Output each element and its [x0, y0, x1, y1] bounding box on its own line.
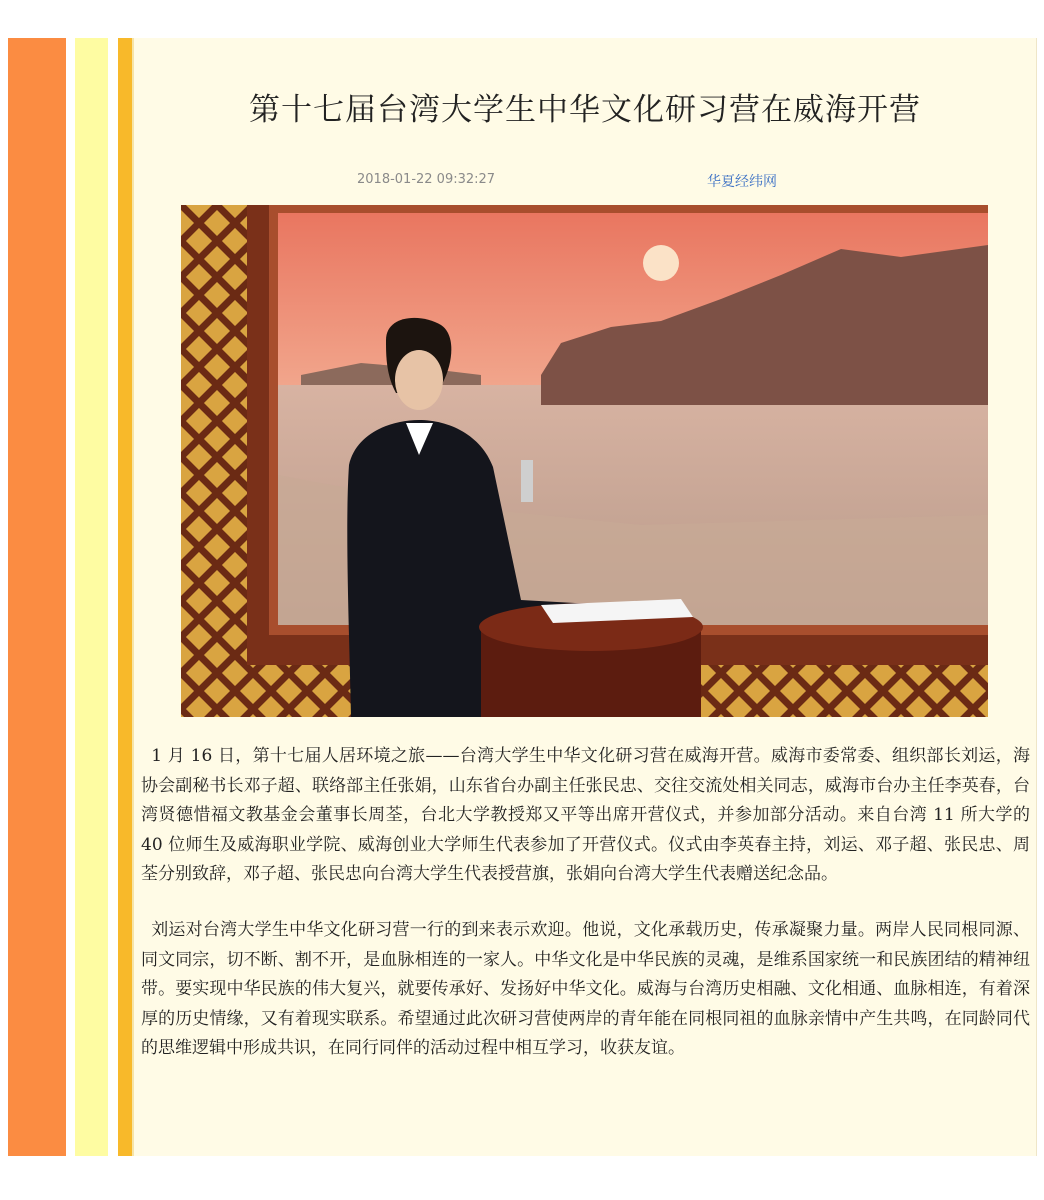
article-photo [181, 205, 988, 717]
article-title: 第十七届台湾大学生中华文化研习营在威海开营 [249, 92, 921, 128]
left-decor-stripe-yellow [75, 38, 108, 1156]
article-paragraph: 刘运对台湾大学生中华文化研习营一行的到来表示欢迎。他说，文化承载历史，传承凝聚力量。两岸人民同根同源、同文同宗，切不断、割不开，是血脉相连的一家人。中华文化是中华民族的灵魂，是维系国家统一和民族团结的精神纽带。要实现中华民族的伟大复兴，就要传承好、发扬好中华文化。威海与台湾历史相融、文化相通、血脉相连，有着深厚的历史情缘，又有着现实联系。希望通过此次研习营使两岸的青年能在同根同祖的血脉亲情中产生共鸣，在同龄同代的思维逻辑中形成共识，在同行同伴的活动过程中相互学习，收获友谊。 [141, 919, 1030, 1059]
article-body [141, 742, 1030, 1064]
source-link[interactable]: 华夏经纬网 [707, 174, 777, 190]
publish-datetime: 2018-01-22 09:32:27 [357, 172, 496, 187]
left-decor-stripe-amber [118, 38, 132, 1156]
left-decor-stripe-orange [8, 38, 66, 1156]
article-paragraph: 1 月 16 日，第十七届人居环境之旅——台湾大学生中华文化研习营在威海开营。威海市委常委、组织部长刘运，海协会副秘书长邓子超、联络部主任张娟，山东省台办副主任张民忠、交往交流处相关同志，威海市台办主任李英春，台湾贤德惜福文教基金会董事长周荃，台北大学教授郑又平等出席开营仪式，并参加部分活动。来自台湾 11 所大学的 40 位师生及威海职业学院、威海创业大学师生代表参加了开营仪式。仪式由李英春主持，刘运、邓子超、张民忠、周荃分别致辞，邓子超、张民忠向台湾大学生代表授营旗，张娟向台湾大学生代表赠送纪念品。 [141, 746, 1030, 885]
